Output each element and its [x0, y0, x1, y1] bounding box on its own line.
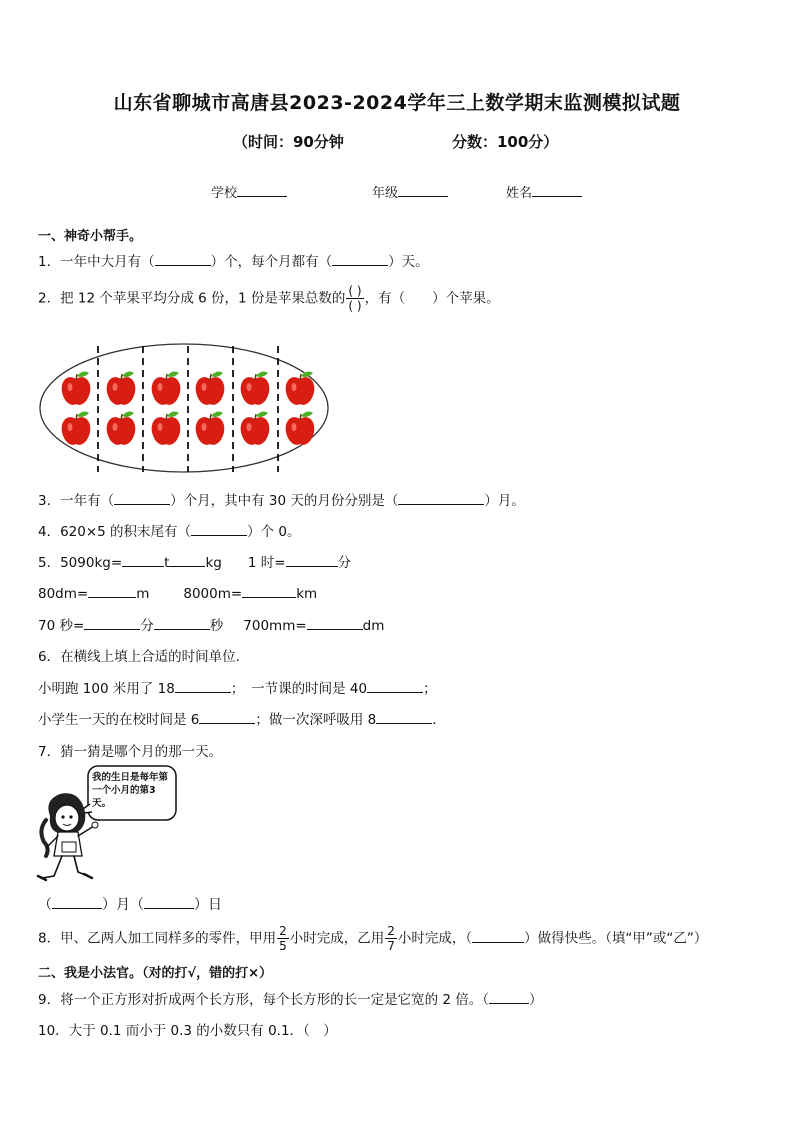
grade-blank[interactable]	[398, 182, 448, 197]
apple-shine	[113, 383, 118, 391]
apple-shine	[202, 383, 207, 391]
time-limit: （时间：90分钟	[233, 133, 344, 151]
school-label: 学校	[211, 186, 238, 201]
question-5-line-3	[38, 614, 384, 634]
q8-text-a: 8．甲、乙两人加工同样多的零件，甲用	[38, 930, 277, 947]
q8-text-c: 小时完成，（	[397, 930, 473, 947]
apple-shine	[113, 423, 118, 431]
question-10: 10．大于 0.1 而小于 0.3 的小数只有 0.1．（ ）	[38, 1023, 337, 1039]
girl-ponytail	[41, 820, 47, 856]
girl-bag	[62, 842, 76, 852]
question-9	[38, 988, 543, 1008]
apple-shine	[158, 383, 163, 391]
q5-unit: 分	[337, 555, 352, 571]
q5-text: 700mm=	[243, 618, 307, 634]
q7-text-c: ）日	[194, 897, 222, 913]
apple-shine	[247, 423, 252, 431]
q5-blank-4[interactable]	[88, 583, 136, 598]
q8-frac2-num: 2	[387, 924, 395, 938]
q6-text: ．	[432, 712, 446, 728]
q2-text-a: 2．把 12 个苹果平均分成 6 份，1 份是苹果总数的	[38, 290, 346, 307]
question-2	[38, 285, 500, 312]
q4-blank[interactable]	[191, 521, 247, 536]
q8-blank[interactable]	[472, 928, 524, 943]
q6-text: 小明跑 100 米用了 18	[38, 681, 175, 697]
apple-body	[286, 377, 315, 405]
q8-frac1-num: 2	[279, 924, 287, 938]
q9-text-b: ）	[529, 992, 543, 1008]
question-8	[38, 925, 707, 952]
section-1-title: 一、神奇小帮手。	[38, 229, 143, 244]
apple-stem	[121, 414, 122, 420]
q5-blank-1[interactable]	[122, 552, 164, 567]
apple-stem	[121, 374, 122, 380]
girl-face	[55, 805, 79, 831]
q6-blank-4[interactable]	[376, 709, 432, 724]
question-6-line-1	[38, 677, 437, 697]
q1-blank-1[interactable]	[155, 251, 211, 266]
school-field	[211, 182, 287, 201]
q7-text-b: ）月（	[102, 897, 144, 913]
apple-stem	[166, 414, 167, 420]
q4-text-a: 4．620×5 的积末尾有（	[38, 524, 192, 540]
q6-blank-3[interactable]	[199, 709, 255, 724]
apple-stem	[166, 374, 167, 380]
q6-text: 小学生一天的在校时间是 6	[38, 712, 200, 728]
question-4	[38, 520, 300, 540]
apple-shine	[292, 423, 297, 431]
q6-text: ；	[423, 681, 437, 697]
q5-text: 80dm=	[38, 586, 89, 602]
apple-body	[107, 417, 136, 445]
apple-stem	[210, 374, 211, 380]
apple-stem	[300, 374, 301, 380]
name-blank[interactable]	[532, 182, 582, 197]
apple-body	[62, 377, 91, 405]
apple-body	[107, 377, 136, 405]
q6-text: ； 一节课的时间是 40	[230, 681, 368, 697]
page-title: 山东省聊城市高唐县2023-2024学年三上数学期末监测模拟试题	[113, 92, 681, 114]
q5-blank-3[interactable]	[286, 552, 338, 567]
q5-text: 5．5090kg=	[38, 555, 123, 571]
q9-text-a: 9．将一个正方形对折成两个长方形，每个长方形的长一定是它宽的 2 倍。（	[38, 992, 490, 1008]
speech-bubble-text: 我的生日是每年第一个小月的第3天。	[92, 772, 169, 809]
q5-unit: dm	[362, 618, 385, 634]
girl-leg-right	[74, 856, 88, 876]
apple-body	[286, 417, 315, 445]
apple-stem	[76, 374, 77, 380]
apple-ellipse	[40, 344, 328, 472]
apple-stem	[300, 414, 301, 420]
grade-field	[372, 182, 448, 201]
q6-text: ；做一次深呼吸用 8	[255, 712, 377, 728]
girl-leg-left	[42, 856, 62, 878]
q2-frac-den: ( )	[348, 299, 362, 313]
q8-fraction-2	[385, 925, 397, 952]
apple-stem	[255, 414, 256, 420]
q4-text-b: ）个 0。	[247, 524, 301, 540]
q5-blank-2[interactable]	[169, 552, 205, 567]
q3-text-b: ）个月，其中有 30 天的月份分别是（	[170, 493, 399, 509]
grade-label: 年级	[372, 186, 399, 201]
q1-text-a: 1．一年中大月有（	[38, 254, 155, 270]
q5-text: 70 秒=	[38, 618, 85, 634]
question-7-title: 7．猜一猜是哪个月的那一天。	[38, 744, 223, 760]
school-blank[interactable]	[237, 182, 287, 197]
q2-text-b: ，有（ ）个苹果。	[364, 290, 500, 307]
apple-stem	[255, 374, 256, 380]
apple-body	[152, 417, 181, 445]
apple-body	[196, 377, 225, 405]
question-7-answer	[38, 894, 222, 914]
q5-blank-6[interactable]	[84, 615, 140, 630]
apple-shine	[68, 383, 73, 391]
q8-text-d: ）做得快些。（填“甲”或“乙”）	[524, 930, 708, 947]
question-6-line-2	[38, 708, 446, 728]
total-score: 分数：100分）	[452, 133, 559, 151]
q1-text-c: ）天。	[388, 254, 429, 270]
q2-fraction[interactable]	[346, 285, 363, 312]
q5-blank-7[interactable]	[154, 615, 210, 630]
section-2-title: 二、我是小法官。（对的打√，错的打×）	[38, 966, 273, 981]
q2-frac-num: ( )	[348, 284, 362, 298]
q7-month-blank[interactable]	[52, 894, 102, 909]
question-3	[38, 489, 525, 509]
q5-text: 8000m=	[183, 586, 243, 602]
q6-blank-1[interactable]	[175, 678, 231, 693]
question-1	[38, 250, 429, 270]
q3-blank-2[interactable]	[398, 490, 484, 505]
apple-illustration	[36, 342, 334, 480]
q5-unit: 分	[140, 618, 154, 634]
q5-blank-5[interactable]	[242, 583, 296, 598]
q5-text: 1 时=	[247, 555, 286, 571]
apple-stem	[76, 414, 77, 420]
apple-body	[196, 417, 225, 445]
q3-blank-1[interactable]	[114, 490, 170, 505]
apple-body	[62, 417, 91, 445]
apple-body	[152, 377, 181, 405]
apple-shine	[247, 383, 252, 391]
q5-unit: t	[164, 555, 170, 571]
q9-blank[interactable]	[489, 989, 529, 1004]
apple-shine	[158, 423, 163, 431]
q5-unit: kg	[205, 555, 222, 571]
q8-text-b: 小时完成，乙用	[289, 930, 385, 947]
apple-body	[241, 377, 270, 405]
q1-blank-2[interactable]	[332, 251, 388, 266]
q5-unit: km	[296, 586, 318, 602]
q5-unit: 秒	[209, 618, 224, 634]
q3-text-a: 3．一年有（	[38, 493, 115, 509]
apple-shine	[292, 383, 297, 391]
name-field	[506, 182, 582, 201]
q8-frac2-den: 7	[387, 939, 395, 953]
name-label: 姓名	[506, 186, 533, 201]
q6-blank-2[interactable]	[367, 678, 423, 693]
apple-shine	[68, 423, 73, 431]
question-5-line-1	[38, 551, 351, 571]
q7-day-blank[interactable]	[144, 894, 194, 909]
q8-fraction-1	[277, 925, 289, 952]
q5-blank-8[interactable]	[307, 615, 363, 630]
apple-shine	[202, 423, 207, 431]
q1-text-b: ）个，每个月都有（	[210, 254, 333, 270]
q7-text-a: （	[38, 897, 52, 913]
question-6-title: 6．在横线上填上合适的时间单位．	[38, 649, 250, 665]
q3-text-c: ）月。	[484, 493, 525, 509]
q8-frac1-den: 5	[279, 939, 287, 953]
q5-unit: m	[136, 586, 150, 602]
apple-stem	[210, 414, 211, 420]
question-5-line-2	[38, 583, 317, 602]
apple-body	[241, 417, 270, 445]
